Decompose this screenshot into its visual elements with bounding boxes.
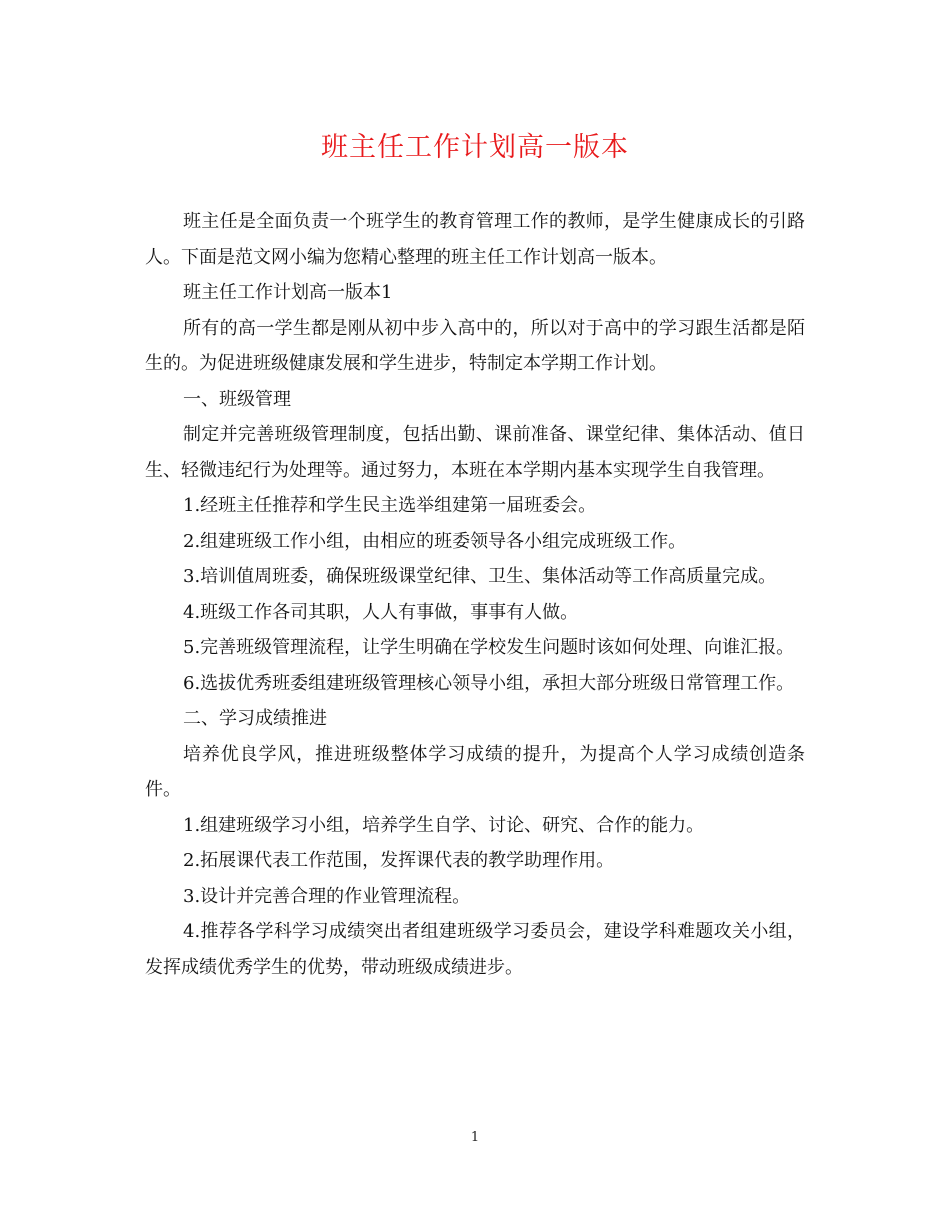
list-item: 5.完善班级管理流程，让学生明确在学校发生问题时该如何处理、向谁汇报。 — [183, 637, 795, 658]
document-body — [145, 204, 805, 985]
paragraph-subtitle: 班主任工作计划高一版本1 — [183, 282, 393, 303]
section-heading-class-management: 一、班级管理 — [183, 388, 291, 410]
paragraph-study-atmosphere: 培养优良学风，推进班级整体学习成绩的提升，为提高个人学习成绩创造条件。 — [145, 743, 805, 800]
paragraph-management-system: 制定并完善班级管理制度，包括出勤、课前准备、课堂纪律、集体活动、值日生、轻微违纪行为处理等。通过努力，本班在本学期内基本实现学生自我管理。 — [145, 424, 805, 481]
paragraph-intro: 班主任是全面负责一个班学生的教育管理工作的教师，是学生健康成长的引路人。下面是范文网小编为您精心整理的班主任工作计划高一版本。 — [145, 211, 805, 268]
list-item: 4.推荐各学科学习成绩突出者组建班级学习委员会，建设学科难题攻关小组，发挥成绩优秀学生的优势，带动班级成绩进步。 — [145, 921, 805, 978]
section-heading-academic: 二、学习成绩推进 — [183, 708, 327, 729]
list-item: 3.设计并完善合理的作业管理流程。 — [183, 885, 471, 907]
list-item: 2.组建班级工作小组，由相应的班委领导各小组完成班级工作。 — [183, 530, 687, 552]
list-item: 2.拓展课代表工作范围，发挥课代表的教学助理作用。 — [183, 850, 615, 871]
document-title: 班主任工作计划高一版本 — [321, 132, 629, 163]
list-item: 3.培训值周班委，确保班级课堂纪律、卫生、集体活动等工作高质量完成。 — [183, 566, 777, 587]
list-item: 1.组建班级学习小组，培养学生自学、讨论、研究、合作的能力。 — [183, 814, 705, 836]
page-number: 1 — [470, 1130, 480, 1145]
list-item: 4.班级工作各司其职，人人有事做，事事有人做。 — [183, 601, 579, 623]
paragraph-background: 所有的高一学生都是刚从初中步入高中的，所以对于高中的学习跟生活都是陌生的。为促进班级健康发展和学生进步，特制定本学期工作计划。 — [145, 317, 805, 374]
list-item: 1.经班主任推荐和学生民主选举组建第一届班委会。 — [183, 495, 597, 516]
list-item: 6.选拔优秀班委组建班级管理核心领导小组，承担大部分班级日常管理工作。 — [183, 672, 795, 694]
